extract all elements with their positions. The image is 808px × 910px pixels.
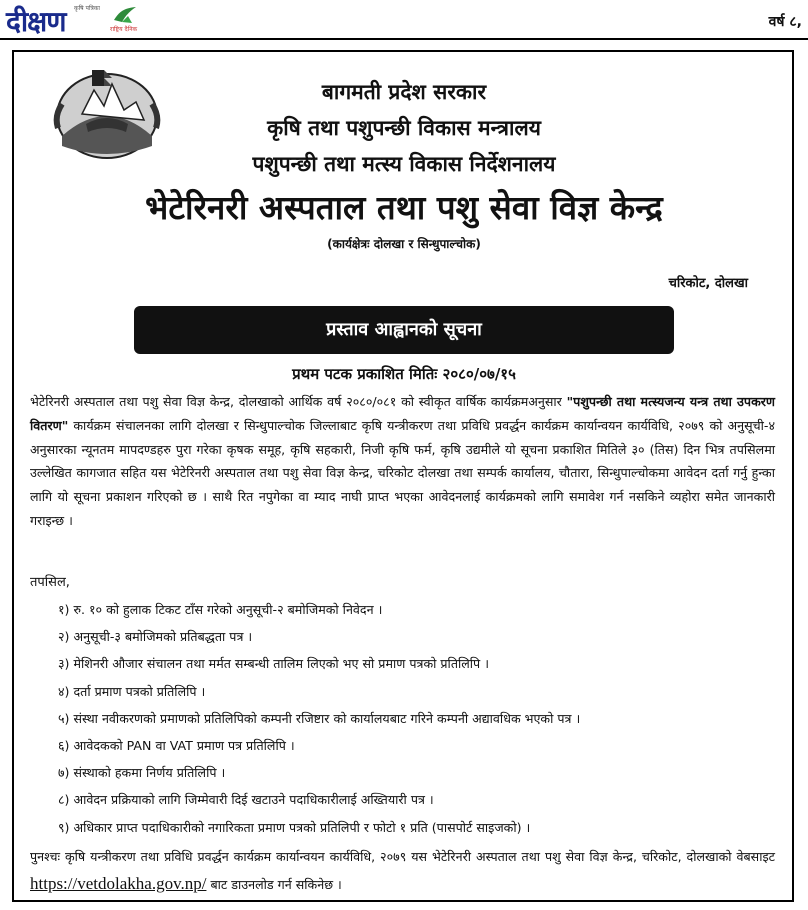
program-name: "पशुपन्छी तथा मत्स्यजन्य यन्त्र तथा उपकरण वितरण" (30, 394, 775, 433)
footnote (30, 843, 775, 898)
footnote-text-end: बाट डाउनलोड गर्न सकिनेछ । (206, 877, 342, 892)
list-item: ३) मेशिनरी औजार संचालन तथा मर्मत सम्बन्धी तालिम लिएको भए सो प्रमाण पत्रको प्रतिलिपि । (58, 656, 489, 672)
newspaper-logo: दीक्षण (6, 5, 66, 38)
body-text-part2: कार्यक्रम संचालनका लागि दोलखा र सिन्धुपाल्चोक जिल्लाबाट कृषि यन्त्रीकरण तथा प्रविधि प्रवर्द्धन कार्यक्रम कार्यान्वयन कार्यविधि, २०७९ को अनुसूची-४ अनुसारका न्यूनतम मापदण्डहरु पुरा गरेका कृषक समूह, कृषि सहकारी, निजी कृषि फर्म, कृषि उद्यमीले यो सूचना प्रकाशित मितिले ३० (तिस) दिन भित्र तपसिलमा उल्लेखित कागजात सहित यस भेटेरिनरी अस्पताल तथा पशु सेवा विज्ञ केन्द्र, चरिकोट दोलखा तथा सम्पर्क कार्यालय, चौतारा, सिन्धुपाल्चोकमा आवेदन दर्ता गर्नु हुन्का लागि यो सूचना प्रकाशन गरिएको छ । साथै रित नपुगेका वा म्याद नाघी प्राप्त भएका आवेदनलाई कार्यक्रमको लागि समावेश गर्न नसकिने व्यहोरा समेत जानकारी गराइन्छ । (30, 417, 775, 528)
footnote-text: पुनश्चः कृषि यन्त्रीकरण तथा प्रविधि प्रवर्द्धन कार्यक्रम कार्यान्वयन कार्यविधि, २०७९ यस भेटेरिनरी अस्पताल तथा पशु सेवा विज्ञ केन्द्र, चरिकोट, दोलखाको वेबसाइट (30, 849, 775, 864)
header-ministry: कृषि तथा पशुपन्छी विकास मन्त्रालय (267, 116, 541, 140)
list-item: ६) आवेदकको PAN वा VAT प्रमाण पत्र प्रतिलिपि । (58, 737, 295, 753)
header-jurisdiction: (कार्यक्षेत्रः दोलखा र सिन्धुपाल्चोक) (327, 237, 481, 251)
list-item: ९) अधिकार प्राप्त पदाधिकारीको नगारिकता प्रमाण पत्रको प्रतिलिपी र फोटो १ प्रति (पासपोर्ट साइजको) । (58, 819, 531, 835)
publish-date: प्रथम पटक प्रकाशित मितिः २०८०/०७/१५ (292, 365, 516, 383)
list-item: ७) संस्थाको हकमा निर्णय प्रतिलिपि । (58, 765, 226, 781)
website-link[interactable]: https://vetdolakha.gov.np/ (30, 874, 207, 893)
list-item: २) अनुसूची-३ बमोजिमको प्रतिबद्धता पत्र । (58, 629, 253, 645)
logo-tagline: कृषि पत्रिका (74, 5, 100, 12)
header-government: बागमती प्रदेश सरकार (321, 80, 487, 104)
notice-body (30, 390, 775, 533)
list-item: ८) आवेदन प्रक्रियाको लागि जिम्मेवारी दिई खटाउने पदाधिकारीलाई अख्तियारी पत्र । (58, 792, 434, 808)
notice-paragraph (30, 390, 775, 533)
masthead-divider (0, 38, 808, 40)
office-location: चरिकोट, दोलखा (668, 276, 748, 291)
list-item: १) रु. १० को हुलाक टिकट टाँस गरेको अनुसूची-२ बमोजिमको निवेदन । (58, 602, 383, 617)
header-directorate: पशुपन्छी तथा मत्स्य विकास निर्देशनालय (252, 152, 556, 176)
details-label: तपसिल, (30, 575, 70, 590)
required-documents-list (58, 596, 788, 841)
issue-year: वर्ष ८, (768, 14, 802, 30)
list-item: ५) संस्था नवीकरणको प्रमाणको प्रतिलिपिको कम्पनी रजिष्टार को कार्यालयबाट गरिने कम्पनी अद्यावधिक भएको पत्र । (58, 710, 581, 726)
logo-subtitle: राष्ट्रिय दैनिक (110, 26, 138, 33)
list-item: ४) दर्ता प्रमाण पत्रको प्रतिलिपि । (58, 683, 206, 699)
body-text-part1: भेटेरिनरी अस्पताल तथा पशु सेवा विज्ञ केन्द्र, दोलखाको आर्थिक वर्ष २०८०/०८१ को स्वीकृत वार्षिक कार्यक्रमअनुसार (30, 394, 567, 409)
bird-logo-icon (112, 6, 138, 24)
notice-title-banner: प्रस्ताव आह्वानको सूचना (134, 306, 674, 354)
header-office-name: भेटेरिनरी अस्पताल तथा पशु सेवा विज्ञ केन्द्र (145, 188, 663, 227)
masthead (0, 0, 808, 36)
